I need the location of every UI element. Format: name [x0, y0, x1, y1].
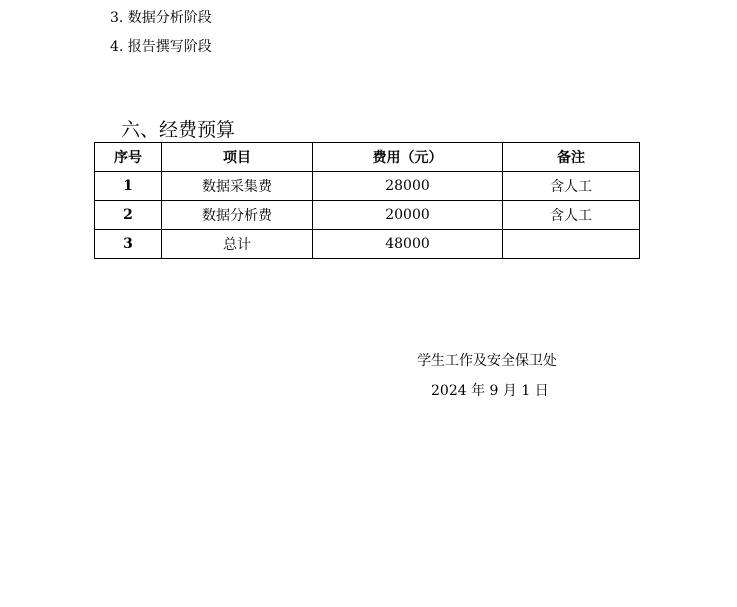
list-item-data-analysis: 3. 数据分析阶段 [110, 10, 212, 26]
section-heading-budget: 六、经费预算 [121, 119, 236, 141]
header-serial-number: 序号 [95, 143, 162, 172]
header-note: 备注 [503, 143, 640, 172]
cell-cost: 48000 [313, 230, 503, 259]
cell-item: 总计 [162, 230, 313, 259]
header-cost: 费用（元） [313, 143, 503, 172]
cell-note [503, 230, 640, 259]
cell-cost: 20000 [313, 201, 503, 230]
header-item: 项目 [162, 143, 313, 172]
cell-note: 含人工 [503, 172, 640, 201]
cell-cost: 28000 [313, 172, 503, 201]
list-item-report-writing: 4. 报告撰写阶段 [110, 39, 212, 55]
cell-item: 数据分析费 [162, 201, 313, 230]
table-row [95, 201, 640, 230]
cell-serial-number: 3 [95, 230, 162, 259]
signature-organization: 学生工作及安全保卫处 [417, 353, 557, 369]
cell-serial-number: 2 [95, 201, 162, 230]
table-header-row [95, 143, 640, 172]
table-row [95, 172, 640, 201]
signature-date: 2024 年 9 月 1 日 [431, 383, 549, 399]
cell-item: 数据采集费 [162, 172, 313, 201]
cell-note: 含人工 [503, 201, 640, 230]
table-row-total [95, 230, 640, 259]
budget-table [94, 142, 640, 259]
cell-serial-number: 1 [95, 172, 162, 201]
